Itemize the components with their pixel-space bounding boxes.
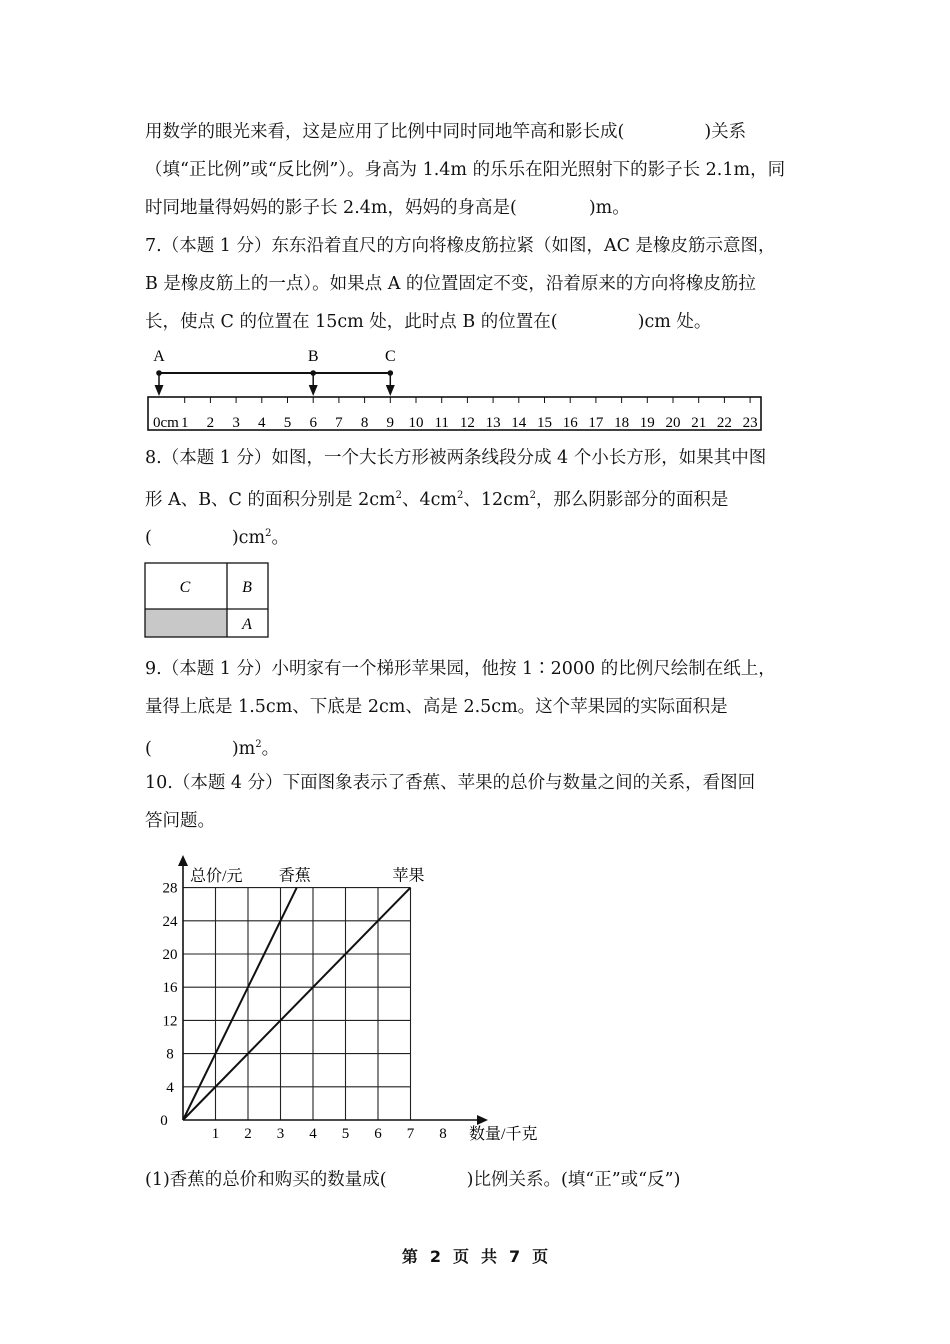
q8-line-3: ( )$cm^2$。	[145, 528, 289, 548]
ruler-tick-label: 14	[511, 415, 527, 431]
ruler-tick-label: 4	[258, 415, 266, 431]
q6-line-3: 时同地量得妈妈的影子长 2.4m，妈妈的身高是( )m。	[145, 198, 630, 218]
y-axis-label: 总价/元	[190, 868, 243, 885]
q7-line-2: B 是橡皮筋上的一点）。如果点 A 的位置固定不变，沿着原来的方向将橡皮筋拉	[145, 274, 756, 294]
ruler-point-label: C	[384, 348, 396, 365]
rectangle-figure	[144, 562, 271, 640]
q7-line-3: 长，使点 C 的位置在 15cm 处，此时点 B 的位置在( )cm 处。	[145, 312, 712, 332]
x-tick-label: 5	[341, 1126, 350, 1142]
ruler-tick-label: 2	[206, 415, 215, 431]
ruler-tick-label: 12	[459, 415, 475, 431]
q8-line-2: 形 A、B、C 的面积分别是 $2cm^2$、$4cm^2$、$12cm^2$，那么阴影部分的面积是	[145, 490, 729, 510]
ruler-figure	[140, 340, 770, 435]
origin-label: 0	[160, 1113, 168, 1129]
ruler-tick-label: 23	[742, 415, 758, 431]
series-line	[183, 888, 297, 1120]
q6-line-2: （填“正比例”或“反比例”）。身高为 1.4m 的乐乐在阳光照射下的影子长 2.1m，同	[145, 160, 786, 180]
ruler-tick-label: 17	[588, 415, 604, 431]
q8-line-1: 8.（本题 1 分）如图，一个大长方形被两条线段分成 4 个小长方形，如果其中图	[145, 448, 767, 468]
ruler-tick-label: 22	[716, 415, 732, 431]
ruler-tick-label: 3	[232, 415, 240, 431]
ruler-tick-label: 8	[360, 415, 369, 431]
q9-line-1: 9.（本题 1 分）小明家有一个梯形苹果园，他按 1∶2000 的比例尺绘制在纸上，	[145, 659, 776, 679]
y-tick-label: 4	[166, 1079, 174, 1096]
y-tick-label: 8	[166, 1046, 174, 1063]
y-tick-label: 20	[162, 947, 178, 963]
ruler-zero-label: 0cm	[153, 415, 179, 431]
region-a-label: A	[242, 616, 252, 633]
ruler-tick-label: 1	[180, 415, 189, 431]
region-c-label: C	[179, 579, 191, 596]
x-tick-label: 8	[439, 1126, 447, 1142]
x-tick-label: 3	[276, 1126, 285, 1142]
q7-line-1: 7.（本题 1 分）东东沿着直尺的方向将橡皮筋拉紧（如图，AC 是橡皮筋示意图，	[145, 236, 776, 256]
y-tick-label: 12	[162, 1013, 178, 1030]
q10-line-2: 答问题。	[145, 811, 215, 831]
series-label: 香蕉	[278, 867, 311, 885]
series-label: 苹果	[392, 867, 425, 885]
ruler-tick-label: 18	[614, 415, 630, 431]
ruler-tick-label: 21	[691, 415, 707, 431]
ruler-tick-label: 20	[665, 415, 681, 431]
x-tick-label: 1	[211, 1126, 220, 1142]
ruler-tick-label: 9	[386, 415, 395, 431]
y-tick-label: 24	[162, 913, 178, 930]
x-tick-label: 4	[309, 1126, 317, 1142]
ruler-tick-label: 11	[434, 415, 449, 431]
ruler-tick-label: 19	[639, 415, 655, 431]
y-axis-arrowhead	[178, 855, 188, 866]
q9-line-2: 量得上底是 1.5cm、下底是 2cm、高是 2.5cm。这个苹果园的实际面积是	[145, 697, 728, 717]
x-axis-label: 数量/千克	[469, 1126, 538, 1143]
ruler-tick-label: 7	[335, 415, 343, 431]
price-quantity-chart	[150, 850, 550, 1150]
ruler-tick-label: 10	[408, 415, 424, 431]
ruler-point-label: A	[153, 348, 165, 365]
ruler-point-arrowhead	[309, 385, 318, 396]
y-tick-label: 16	[162, 980, 178, 997]
ruler-point-arrowhead	[386, 385, 395, 396]
series-line	[183, 888, 411, 1120]
ruler-tick-label: 13	[485, 415, 501, 431]
page-footer: 第 2 页 共 7 页	[401, 1247, 549, 1266]
q6-line-1: 用数学的眼光来看，这是应用了比例中同时同地竿高和影长成( )关系	[145, 122, 747, 142]
page-number: 2	[429, 1247, 441, 1266]
shaded-region	[145, 609, 227, 637]
q10-sub-1: (1)香蕉的总价和购买的数量成( )比例关系。(填“正”或“反”)	[145, 1170, 681, 1190]
ruler-tick-label: 15	[537, 415, 552, 431]
q10-line-1: 10.（本题 4 分）下面图象表示了香蕉、苹果的总价与数量之间的关系，看图回	[145, 773, 756, 793]
x-tick-label: 7	[406, 1126, 415, 1142]
region-b-label: B	[242, 579, 252, 596]
ruler-tick-label: 16	[562, 415, 578, 431]
ruler-point-label: B	[307, 348, 319, 365]
x-axis-arrowhead	[477, 1115, 488, 1125]
x-tick-label: 6	[374, 1126, 382, 1142]
ruler-tick-label: 5	[283, 415, 292, 431]
ruler-point-arrowhead	[155, 385, 164, 396]
q9-line-3: ( )$m^2$。	[145, 739, 280, 759]
page-total: 7	[509, 1247, 521, 1266]
ruler-tick-label: 6	[309, 415, 317, 431]
y-tick-label: 28	[162, 880, 178, 897]
x-tick-label: 2	[244, 1126, 252, 1142]
